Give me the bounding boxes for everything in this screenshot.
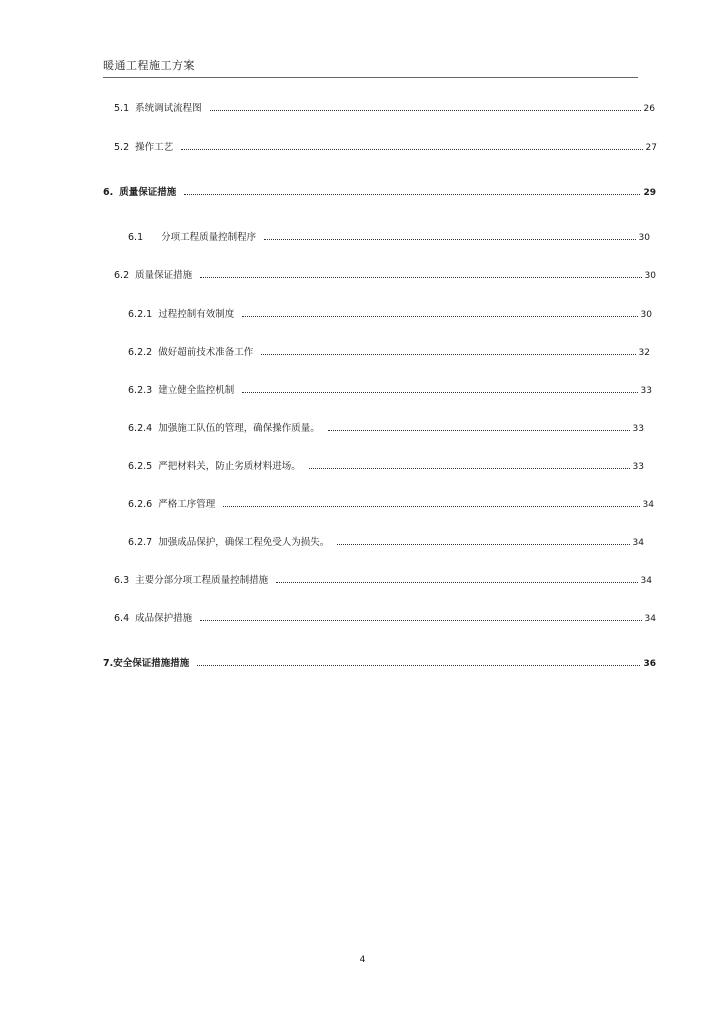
toc-entry-6-2 [114, 267, 656, 281]
toc-entry-title: 严把材料关，防止劣质材料进场。 [158, 461, 301, 472]
toc-entry-number: 7. [103, 658, 114, 669]
toc-entry-page: 27 [645, 143, 657, 153]
toc-entry-6-2-5 [128, 458, 644, 472]
toc-entry-6-3 [114, 572, 652, 586]
toc-entry-page: 33 [632, 462, 644, 472]
toc-leader-dots [337, 544, 629, 545]
toc-entry-page: 30 [638, 233, 650, 243]
toc-entry-page: 29 [643, 188, 656, 198]
toc-entry-title: 成品保护措施 [135, 613, 193, 624]
toc-entry-page: 34 [642, 500, 654, 510]
toc-entry-page: 26 [643, 104, 655, 114]
toc-entry-number: 6.2.2 [128, 347, 153, 358]
toc-entry-6-2-3 [128, 382, 652, 396]
toc-entry-title: 质量保证措施 [119, 187, 177, 198]
toc-entry-title: 主要分部分项工程质量控制措施 [135, 575, 269, 586]
toc-leader-dots [184, 194, 640, 195]
toc-entry-6-1 [128, 229, 650, 243]
toc-entry-6-4 [114, 610, 656, 624]
document-header-title: 暖通工程施工方案 [103, 59, 195, 72]
toc-entry-5-2 [114, 139, 657, 153]
page-number: 4 [359, 955, 366, 965]
toc-entry-page: 30 [640, 310, 652, 320]
toc-entry-6-2-4 [128, 420, 644, 434]
toc-entry-number: 6.3 [114, 575, 130, 586]
toc-entry-title: 加强成品保护，确保工程免受人为损失。 [158, 537, 330, 548]
header-divider [103, 77, 638, 78]
toc-entry-number: 5.1 [114, 103, 130, 114]
toc-entry-page: 34 [644, 614, 656, 624]
toc-entry-page: 34 [632, 538, 644, 548]
toc-entry-number: 6.2 [114, 270, 130, 281]
toc-entry-6-2-7 [128, 534, 644, 548]
toc-entry-6-2-6 [128, 496, 654, 510]
toc-leader-dots [242, 392, 637, 393]
toc-entry-page: 33 [632, 424, 644, 434]
toc-leader-dots [223, 506, 639, 507]
toc-leader-dots [210, 110, 641, 111]
toc-entry-7 [103, 655, 656, 669]
toc-entry-title: 加强施工队伍的管理，确保操作质量。 [158, 423, 320, 434]
toc-entry-title: 分项工程质量控制程序 [161, 232, 257, 243]
toc-leader-dots [200, 620, 641, 621]
toc-leader-dots [264, 239, 635, 240]
toc-entry-number: 5.2 [114, 142, 130, 153]
toc-entry-title: 系统调试流程图 [135, 103, 202, 114]
toc-leader-dots [328, 430, 630, 431]
toc-entry-6-2-1 [128, 306, 652, 320]
toc-entry-number: 6.2.7 [128, 537, 153, 548]
toc-entry-number: 6.4 [114, 613, 130, 624]
toc-entry-number: 6.2.5 [128, 461, 153, 472]
toc-entry-title: 质量保证措施 [135, 270, 193, 281]
toc-entry-page: 34 [640, 576, 652, 586]
toc-entry-title: 安全保证措施措施 [113, 658, 190, 669]
toc-entry-page: 36 [643, 659, 656, 669]
toc-leader-dots [197, 665, 640, 666]
toc-leader-dots [242, 316, 637, 317]
toc-leader-dots [276, 582, 637, 583]
toc-entry-title: 操作工艺 [135, 142, 174, 153]
toc-entry-title: 做好超前技术准备工作 [158, 347, 254, 358]
toc-entry-page: 32 [638, 348, 650, 358]
toc-entry-number: 6.2.3 [128, 385, 153, 396]
toc-entry-title: 严格工序管理 [158, 499, 216, 510]
toc-entry-title: 过程控制有效制度 [158, 309, 235, 320]
toc-entry-6-2-2 [128, 344, 650, 358]
toc-entry-page: 30 [644, 271, 656, 281]
toc-entry-number: 6.1 [128, 232, 144, 243]
toc-leader-dots [261, 354, 635, 355]
toc-entry-number: 6.2.1 [128, 309, 153, 320]
toc-leader-dots [200, 277, 641, 278]
toc-entry-number: 6.2.6 [128, 499, 153, 510]
toc-entry-number: 6.2.4 [128, 423, 153, 434]
toc-leader-dots [181, 149, 642, 150]
toc-leader-dots [309, 468, 630, 469]
toc-entry-5-1 [114, 100, 655, 114]
toc-entry-number: 6. [103, 187, 114, 198]
toc-entry-title: 建立健全监控机制 [158, 385, 235, 396]
toc-entry-page: 33 [640, 386, 652, 396]
toc-entry-6 [103, 184, 656, 198]
